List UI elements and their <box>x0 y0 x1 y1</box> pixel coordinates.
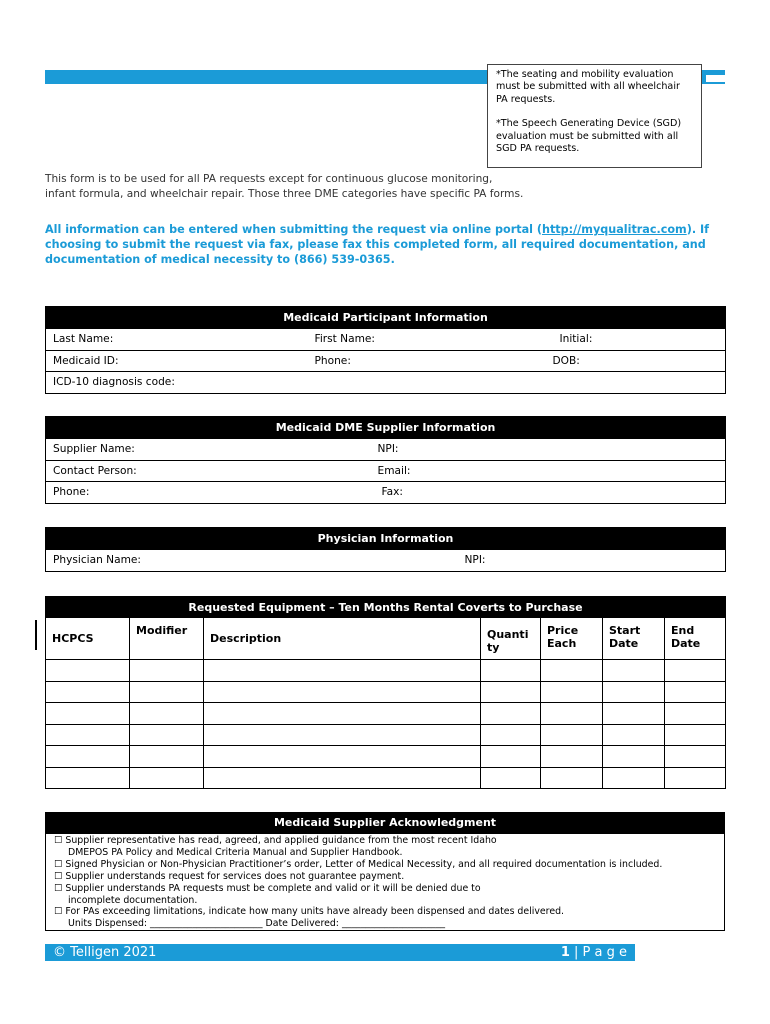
col-modifier: Modifier <box>130 618 204 660</box>
modifier-cell[interactable] <box>130 767 204 789</box>
table-row <box>46 681 726 703</box>
supplier-npi-field[interactable]: NPI: <box>371 439 726 461</box>
portal-link[interactable]: http://myqualitrac.com <box>541 223 687 236</box>
hcpcs-cell[interactable] <box>46 746 130 768</box>
quantity-cell[interactable] <box>481 724 541 746</box>
equipment-table <box>45 596 726 789</box>
supplier-header: Medicaid DME Supplier Information <box>46 417 726 439</box>
last-name-field[interactable]: Last Name: <box>46 329 308 351</box>
participant-table <box>45 306 726 394</box>
evaluation-note-box <box>487 64 702 168</box>
supplier-table <box>45 416 726 504</box>
online-portal-notice: All information can be entered when submitting the request via online portal (http://myqualitrac.com). If choosing to submit the request via fax, please fax this completed form, all required documentation, and documentation of medical necessity to (866) 539-0365. <box>45 223 710 266</box>
col-end-date: End Date <box>665 618 726 660</box>
end-date-cell[interactable] <box>665 724 726 746</box>
modifier-cell[interactable] <box>130 724 204 746</box>
ack-line-continuation: DMEPOS PA Policy and Medical Criteria Manual and Supplier Handbook. <box>68 846 403 858</box>
modifier-cell[interactable] <box>130 746 204 768</box>
start-date-cell[interactable] <box>603 746 665 768</box>
quantity-cell[interactable] <box>481 660 541 682</box>
hcpcs-cell[interactable] <box>46 660 130 682</box>
acknowledgment-body <box>45 833 725 931</box>
contact-person-field[interactable]: Contact Person: <box>46 460 371 482</box>
description-cell[interactable] <box>204 767 481 789</box>
modifier-cell[interactable] <box>130 703 204 725</box>
table-row <box>46 746 726 768</box>
intro-text: This form is to be used for all PA requests except for continuous glucose monitoring, infant formula, and wheelchair repair. Those three DME categories have specific PA forms. <box>45 173 524 200</box>
end-date-cell[interactable] <box>665 681 726 703</box>
initial-field[interactable]: Initial: <box>553 329 726 351</box>
col-price-each: Price Each <box>541 618 603 660</box>
medicaid-id-field[interactable]: Medicaid ID: <box>46 350 308 372</box>
first-name-field[interactable]: First Name: <box>308 329 553 351</box>
end-date-cell[interactable] <box>665 660 726 682</box>
modifier-cell[interactable] <box>130 681 204 703</box>
page-number: 1 | P a g e <box>560 945 627 960</box>
price-cell[interactable] <box>541 660 603 682</box>
end-date-cell[interactable] <box>665 746 726 768</box>
price-cell[interactable] <box>541 746 603 768</box>
col-start-date: Start Date <box>603 618 665 660</box>
hcpcs-cell[interactable] <box>46 703 130 725</box>
units-dispensed-line[interactable]: Units Dispensed: ________________________ Date Delivered: ______________________ <box>68 918 446 930</box>
copyright-text: © Telligen 2021 <box>53 945 157 960</box>
ack-checkbox-guidance[interactable]: ☐ Supplier representative has read, agreed, and applied guidance from the most recent Idaho <box>54 835 497 846</box>
icd-field[interactable]: ICD-10 diagnosis code: <box>46 372 726 394</box>
margin-mark <box>35 620 37 650</box>
price-cell[interactable] <box>541 703 603 725</box>
start-date-cell[interactable] <box>603 660 665 682</box>
ack-checkbox-payment[interactable]: ☐ Supplier understands request for services does not guarantee payment. <box>54 870 405 882</box>
price-cell[interactable] <box>541 724 603 746</box>
description-cell[interactable] <box>204 681 481 703</box>
start-date-cell[interactable] <box>603 767 665 789</box>
description-cell[interactable] <box>204 746 481 768</box>
col-quantity: Quanti ty <box>481 618 541 660</box>
price-cell[interactable] <box>541 767 603 789</box>
ack-checkbox-limitations[interactable]: ☐ For PAs exceeding limitations, indicate how many units have already been dispensed and dates delivered. <box>54 906 565 918</box>
corner-tick <box>706 75 725 84</box>
description-cell[interactable] <box>204 724 481 746</box>
start-date-cell[interactable] <box>603 724 665 746</box>
quantity-cell[interactable] <box>481 703 541 725</box>
physician-npi-field[interactable]: NPI: <box>458 550 726 572</box>
fax-field[interactable]: Fax: <box>371 482 726 504</box>
price-cell[interactable] <box>541 681 603 703</box>
start-date-cell[interactable] <box>603 681 665 703</box>
table-row <box>46 767 726 789</box>
supplier-phone-field[interactable]: Phone: <box>46 482 371 504</box>
ack-line-continuation: incomplete documentation. <box>68 894 198 906</box>
hcpcs-cell[interactable] <box>46 681 130 703</box>
table-row <box>46 703 726 725</box>
col-description: Description <box>204 618 481 660</box>
seating-note: *The seating and mobility evaluation must be submitted with all wheelchair PA requests. <box>496 69 680 105</box>
table-row <box>46 724 726 746</box>
description-cell[interactable] <box>204 703 481 725</box>
ack-checkbox-complete[interactable]: ☐ Supplier understands PA requests must be complete and valid or it will be denied due to <box>54 882 481 894</box>
equipment-header: Requested Equipment – Ten Months Rental Coverts to Purchase <box>46 597 726 618</box>
end-date-cell[interactable] <box>665 703 726 725</box>
top-accent-bar <box>45 70 505 84</box>
physician-name-field[interactable]: Physician Name: <box>46 550 458 572</box>
dob-field[interactable]: DOB: <box>553 350 726 372</box>
table-row <box>46 660 726 682</box>
physician-header: Physician Information <box>46 528 726 550</box>
quantity-cell[interactable] <box>481 681 541 703</box>
participant-header: Medicaid Participant Information <box>46 307 726 329</box>
start-date-cell[interactable] <box>603 703 665 725</box>
supplier-name-field[interactable]: Supplier Name: <box>46 439 371 461</box>
participant-phone-field[interactable]: Phone: <box>308 350 553 372</box>
modifier-cell[interactable] <box>130 660 204 682</box>
description-cell[interactable] <box>204 660 481 682</box>
sgd-note: *The Speech Generating Device (SGD) evaluation must be submitted with all SGD PA requests. <box>496 118 682 155</box>
acknowledgment-header: Medicaid Supplier Acknowledgment <box>45 812 725 834</box>
email-field[interactable]: Email: <box>371 460 726 482</box>
page-footer <box>45 944 635 961</box>
hcpcs-cell[interactable] <box>46 724 130 746</box>
physician-table <box>45 527 726 572</box>
ack-checkbox-order[interactable]: ☐ Signed Physician or Non-Physician Practitioner’s order, Letter of Medical Necessity, and all required documentation is included. <box>54 858 663 870</box>
end-date-cell[interactable] <box>665 767 726 789</box>
quantity-cell[interactable] <box>481 746 541 768</box>
hcpcs-cell[interactable] <box>46 767 130 789</box>
col-hcpcs: HCPCS <box>46 618 130 660</box>
quantity-cell[interactable] <box>481 767 541 789</box>
